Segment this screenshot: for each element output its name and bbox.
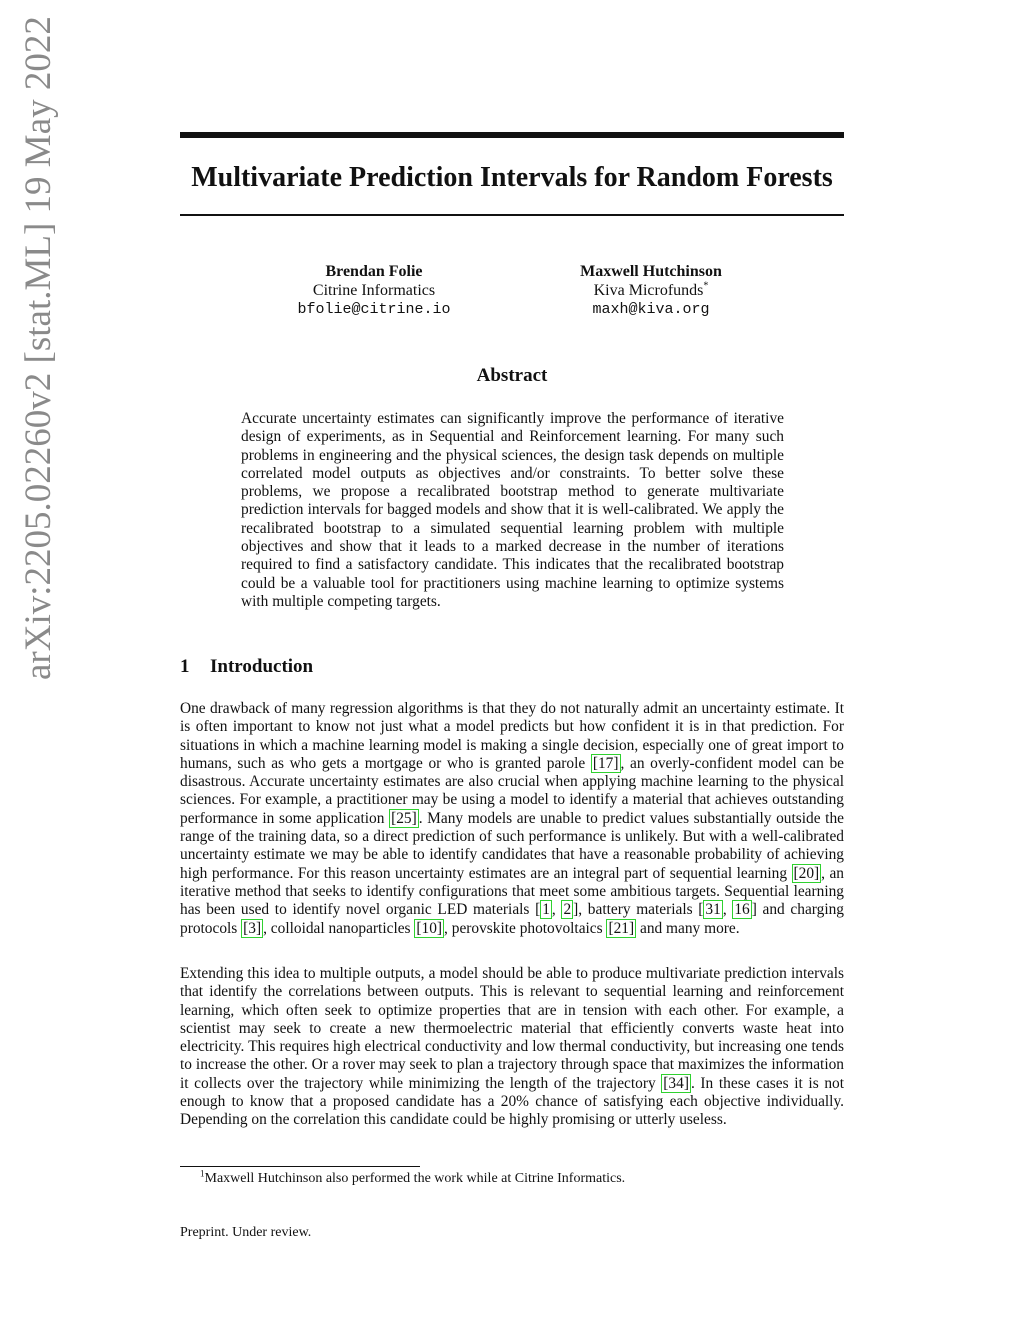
author-block-2 xyxy=(521,262,781,319)
citation-link[interactable]: 1 xyxy=(542,901,550,919)
text-run: , xyxy=(722,901,733,919)
abstract-heading: Abstract xyxy=(476,365,548,386)
text-run: One drawback of many regression algorithms is that they do not naturally admit an uncertainty estimate. It is often important to know not just what a model predicts but how confident it is in that prediction. For situations in which a machine learning model is making a single decision, especially one of great import to humans, such as who gets a mortgage or who is granted parole xyxy=(180,700,844,772)
section-number: 1 xyxy=(180,656,190,677)
text-run: ], battery materials [ xyxy=(573,901,704,919)
author-email: bfolie@citrine.io xyxy=(297,301,451,318)
footnote-mark: 1 xyxy=(200,1168,205,1179)
title-rule-bottom xyxy=(180,214,844,216)
author-affiliation-line xyxy=(521,281,781,300)
citation-link[interactable]: [25] xyxy=(391,809,417,827)
citation-link[interactable]: [10] xyxy=(416,919,443,937)
citation-link[interactable]: 31 xyxy=(705,901,721,919)
intro-paragraph-2 xyxy=(180,965,844,1130)
citation-link[interactable]: 2 xyxy=(563,901,572,919)
footnote-rule xyxy=(180,1166,420,1167)
abstract-body: Accurate uncertainty estimates can significantly improve the performance of iterative design of experiments, as in Sequential and Reinforcement learning. For many such problems in engineering and the physical sciences, the design task depends on multiple correlated model outputs as objectives and/or constraints. To better solve these problems, we propose a recalibrated bootstrap method to generate multivariate prediction intervals for bagged models and show that it is well-calibrated. We apply the recalibrated bootstrap to a simulated sequential learning problem with multiple objectives and show that it leads to a marked decrease in the number of iterations required to find a satisfactory candidate. This indicates that the recalibrated bootstrap could be a valuable tool for practitioners using machine learning to optimize systems with multiple competing targets. xyxy=(241,410,784,610)
citation-link[interactable]: 16 xyxy=(734,901,750,919)
text-run: , perovskite photovoltaics xyxy=(444,919,607,937)
preprint-notice: Preprint. Under review. xyxy=(180,1225,312,1240)
text-run: Extending this idea to multiple outputs, a model should be able to produce multivariate prediction intervals that identify the correlations between outputs. This is relevant to sequential learning and reinforcement learning, which often seek to optimize properties that are in tension with each other. For example, a scientist may seek to create a new thermoelectric material that efficiently converts waste heat into electricity. This requires high electrical conductivity and low thermal conductivity, but increasing one tends to increase the other. Or a rover may seek to plan a trajectory through space that maximizes the information it collects over the trajectory while minimizing the length of the trajectory xyxy=(180,965,844,1092)
author-name: Maxwell Hutchinson xyxy=(580,263,722,280)
text-run: , an iterative method that seeks to identify configurations that meet some ambitious targets. Sequential learning has been used to identify novel organic LED materials [ xyxy=(180,864,844,919)
text-run: ] and charging protocols xyxy=(180,901,844,937)
citation-link[interactable]: [20] xyxy=(793,864,820,882)
author-affiliation: Kiva Microfunds xyxy=(593,282,704,299)
title-rule-top xyxy=(180,132,844,138)
citation-link[interactable]: [21] xyxy=(608,919,635,937)
text-run: , xyxy=(551,901,562,919)
text-run: . Many models are unable to predict values substantially outside the range of the training data, so a direct prediction of such performance is unlikely. But with a well-calibrated uncertainty estimate we may be able to identify candidates that have a reasonable probability of achieving high performance. For this reason uncertainty estimates are an integral part of sequential learning xyxy=(180,809,844,882)
text-run: , an overly-confident model can be disastrous. Accurate uncertainty estimates are also crucial when applying machine learning to the physical sciences. For example, a practitioner may be using a model to identify a material that achieves outstanding performance in some application xyxy=(180,754,844,827)
text-run: . In these cases it is not enough to know that a proposed candidate has a 20% chance of satisfying each objective individually. Depending on the correlation this candidate could be highly promising or utterly useless. xyxy=(180,1074,845,1129)
author-affiliation: Citrine Informatics xyxy=(312,282,436,299)
author-block-1 xyxy=(244,262,504,319)
text-run: and many more. xyxy=(636,919,740,937)
paper-title: Multivariate Prediction Intervals for Random Forests xyxy=(191,162,833,193)
intro-paragraph-1 xyxy=(180,700,844,938)
author-email: maxh@kiva.org xyxy=(592,301,710,318)
section-heading xyxy=(180,655,313,679)
citation-link[interactable]: [3] xyxy=(243,919,262,937)
text-run: , colloidal nanoparticles xyxy=(263,919,415,937)
footnote xyxy=(200,1170,625,1188)
author-name: Brendan Folie xyxy=(325,263,423,280)
section-title: Introduction xyxy=(210,656,314,677)
citation-link[interactable]: [34] xyxy=(663,1074,689,1092)
footnote-text: Maxwell Hutchinson also performed the work while at Citrine Informatics. xyxy=(204,1171,626,1186)
citation-link[interactable]: [17] xyxy=(592,754,619,772)
arxiv-identifier-stamp: arXiv:2205.02260v2 [stat.ML] 19 May 2022 xyxy=(18,16,59,680)
affiliation-footnote-mark: * xyxy=(703,280,709,292)
